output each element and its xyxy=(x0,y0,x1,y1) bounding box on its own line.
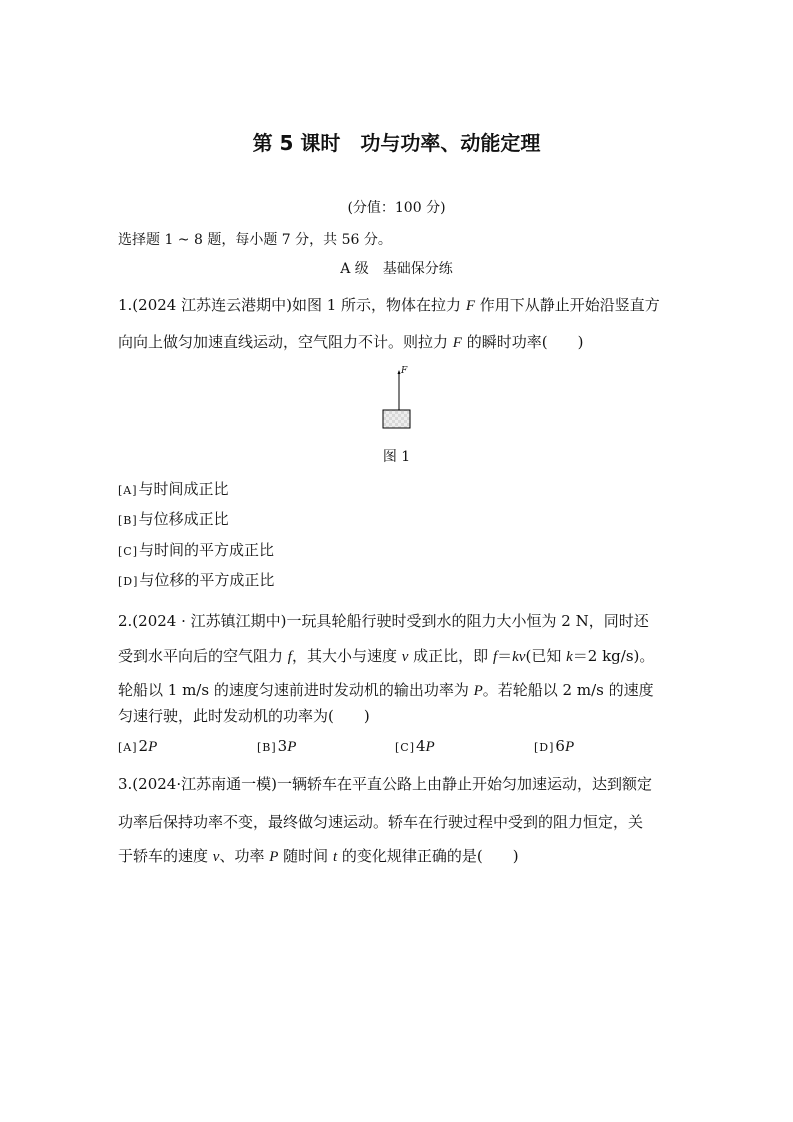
option-c[interactable] xyxy=(395,737,435,757)
option-d[interactable] xyxy=(534,737,574,757)
option-label: [A] xyxy=(118,484,138,497)
option-text: 与位移成正比 xyxy=(138,510,229,528)
var-F: F xyxy=(452,335,462,351)
var-f: f xyxy=(492,649,498,665)
figure-caption: 图 1 xyxy=(382,449,411,465)
option-number: 6 xyxy=(555,737,565,755)
q1-text: 的瞬时功率( ) xyxy=(461,333,584,351)
force-diagram xyxy=(380,366,420,436)
var-v: v xyxy=(212,849,220,865)
var-P: P xyxy=(425,739,435,755)
q3-text: 、功率 xyxy=(219,847,270,865)
option-a[interactable] xyxy=(118,480,229,500)
option-b[interactable] xyxy=(257,737,296,757)
var-P: P xyxy=(287,739,297,755)
option-b[interactable] xyxy=(118,510,229,530)
q2-text: ，其大小与速度 xyxy=(291,647,402,665)
q2-text: 。若轮船以 2 m/s 的速度 xyxy=(482,681,654,699)
q2-text: ＝2 kg/s)。 xyxy=(572,647,655,665)
q2-text: 匀速行驶，此时发动机的功率为( ) xyxy=(118,707,370,725)
q2-text: 轮船以 1 m/s 的速度匀速前进时发动机的输出功率为 xyxy=(118,681,474,699)
q3-text: 3.(2024·江苏南通一模)一辆轿车在平直公路上由静止开始匀加速运动，达到额定 xyxy=(118,775,652,793)
option-label: [C] xyxy=(395,741,415,754)
var-P: P xyxy=(564,739,575,755)
q1-text: 1.(2024 江苏连云港期中)如图 1 所示，物体在拉力 xyxy=(118,296,466,314)
option-number: 4 xyxy=(416,737,426,755)
q3-text: 的变化规律正确的是( ) xyxy=(337,847,519,865)
option-text: 与位移的平方成正比 xyxy=(139,571,275,589)
var-k: k xyxy=(566,649,573,665)
option-label: [C] xyxy=(118,545,138,558)
q3-text: 随时间 xyxy=(278,847,333,865)
option-label: [D] xyxy=(118,575,139,588)
option-text: 与时间的平方成正比 xyxy=(139,541,275,559)
option-d[interactable] xyxy=(118,571,274,591)
q2-text: (已知 xyxy=(525,647,567,665)
q2-text: 成正比，即 xyxy=(408,647,493,665)
option-number: 3 xyxy=(277,737,288,755)
option-label: [B] xyxy=(257,741,277,754)
option-number: 2 xyxy=(138,737,149,755)
var-v: v xyxy=(401,649,409,665)
q1-text: 向向上做匀加速直线运动，空气阻力不计。则拉力 xyxy=(118,333,453,351)
var-P: P xyxy=(148,739,158,755)
var-F: F xyxy=(465,298,475,314)
force-label: F xyxy=(401,366,408,376)
option-label: [A] xyxy=(118,741,138,754)
q3-text: 于轿车的速度 xyxy=(118,847,213,865)
q2-text: 受到水平向后的空气阻力 xyxy=(118,647,288,665)
var-P: P xyxy=(269,849,279,865)
section-heading: A 级 基础保分练 xyxy=(340,261,453,277)
option-a[interactable] xyxy=(118,737,157,757)
var-P: P xyxy=(473,683,483,699)
option-text: 与时间成正比 xyxy=(138,480,229,498)
var-t: t xyxy=(332,849,338,865)
q1-text: 作用下从静止开始沿竖直方 xyxy=(474,296,660,314)
option-c[interactable] xyxy=(118,541,274,561)
q3-text: 功率后保持功率不变，最终做匀速运动。轿车在行驶过程中受到的阻力恒定，关 xyxy=(118,813,644,831)
equals: ＝ xyxy=(497,647,513,665)
var-kv: kv xyxy=(512,649,526,665)
var-f: f xyxy=(287,649,292,665)
instructions: 选择题 1 ~ 8 题，每小题 7 分，共 56 分。 xyxy=(118,232,392,248)
option-label: [D] xyxy=(534,741,555,754)
score-note: (分值：100 分) xyxy=(347,200,446,216)
option-label: [B] xyxy=(118,514,138,527)
q2-text: 2.(2024 · 江苏镇江期中)一玩具轮船行驶时受到水的阻力大小恒为 2 N，同时还 xyxy=(118,612,649,630)
page-title: 第 5 课时 功与功率、动能定理 xyxy=(252,131,541,155)
